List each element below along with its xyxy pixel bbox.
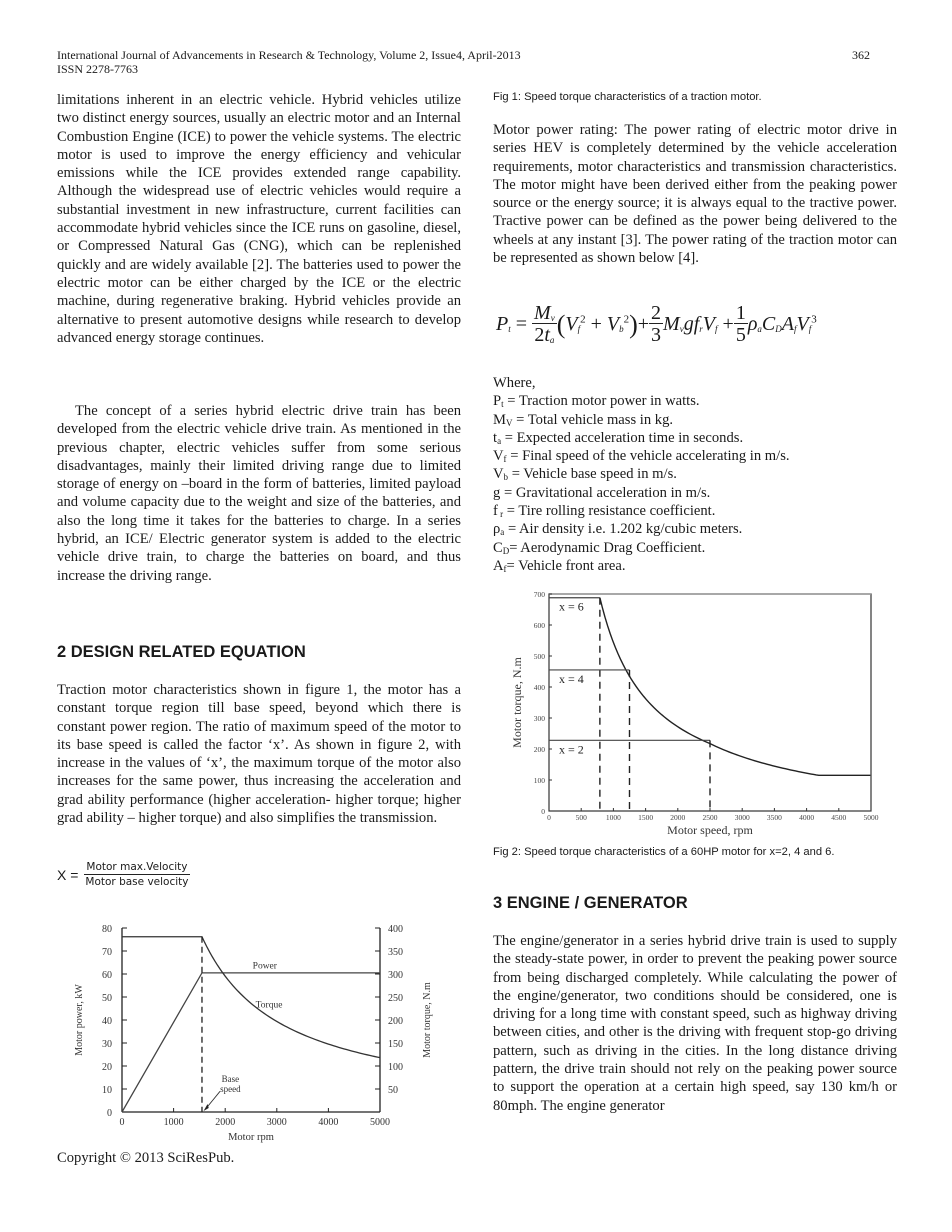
x-tick-label: 1000	[605, 813, 621, 822]
definition-subscript: a	[500, 527, 505, 538]
definition-subscript: r	[497, 509, 504, 520]
y-tick-label: 700	[533, 590, 545, 599]
definition-subscript: V	[505, 417, 513, 428]
y-tick-label: 100	[533, 776, 545, 785]
x-tick-label: 1500	[638, 813, 654, 822]
y-tick-label: 600	[533, 621, 545, 630]
y-tick-label: 50	[102, 993, 112, 1004]
where-label: Where,	[493, 375, 536, 391]
y-axis-label: Motor power, kW	[74, 984, 85, 1056]
definition-symbol: f	[493, 503, 498, 520]
x-tick-label: 1000	[163, 1117, 184, 1128]
x-tick-label: 500	[575, 813, 587, 822]
right-column	[493, 121, 897, 267]
definition-text: = Traction motor power in watts.	[503, 393, 700, 410]
y2-tick-label: 250	[388, 993, 403, 1004]
left-column-2	[57, 402, 461, 585]
definition-item	[493, 447, 790, 465]
definition-item	[493, 392, 790, 410]
definition-symbol: ρ	[493, 521, 501, 538]
definition-symbol: V	[493, 448, 504, 465]
definition-subscript: f	[503, 454, 507, 465]
definition-symbol: t	[493, 429, 498, 446]
definition-item	[493, 557, 790, 575]
right-column-2	[493, 932, 897, 1115]
x-axis-label: Motor rpm	[228, 1132, 274, 1143]
y-tick-label: 40	[102, 1016, 112, 1027]
definition-text: = Air density i.e. 1.202 kg/cubic meters.	[504, 521, 743, 538]
x-tick-label: 4000	[318, 1117, 339, 1128]
annotation-base-speed-line: Base	[221, 1074, 240, 1085]
definition-text: = Vehicle front area.	[506, 557, 626, 574]
definition-subscript: a	[497, 435, 502, 446]
definition-subscript: b	[503, 472, 509, 483]
y-tick-label: 80	[102, 924, 112, 935]
paragraph-traction-characteristics: Traction motor characteristics shown in figure 1, the motor has a constant torque region till base speed, beyond which there is constant power region. The ratio of maximum speed of the motor to its base speed is called the factor ‘x’. As shown in figure 2, with increase in the values of ‘x’, the maximum torque of the motor also increases for the same power, thus increasing the acceleration and grad ability performance (higher acceleration- higher torque; higher grad ability – higher torque) and also simplifies the transmission.	[57, 682, 461, 827]
x-tick-label: 4000	[799, 813, 815, 822]
power-equation: $P_t$ = $\frac{M_v}{2t_a}$ ( $V_f^2 + V_b^2$ ) + $\frac{2}{3}$ $M_vgf_rV_f$ + $\frac{1}{5}$ $\rho_aC_DA_fV_f^3$	[496, 302, 817, 346]
fig1-chart	[60, 915, 450, 1145]
y-tick-label: 200	[533, 745, 545, 754]
definition-item	[493, 502, 790, 520]
x-formula-lhs: X =	[57, 867, 79, 883]
section-heading-design-equation: 2 DESIGN RELATED EQUATION	[57, 643, 306, 661]
issn: ISSN 2278-7763	[57, 62, 139, 76]
definition-text: = Expected acceleration time in seconds.	[501, 429, 744, 446]
y2-tick-label: 50	[388, 1085, 398, 1096]
fig2-chart	[500, 585, 890, 840]
y2-tick-label: 200	[388, 1016, 403, 1027]
paragraph-engine-generator: The engine/generator in a series hybrid drive train is used to supply the steady-state power, in order to prevent the peaking power source from being discharged completely. While calculating the power of the engine/generator, two conditions should be considered, one is driving for a long time with constant speed, such as highway driving between cities, and other is the driving with frequent stop-go driving pattern, such as driving in the cities. In the long distance driving pattern, the drive train should not rely on the peaking power source to support the operation at a certain high speed, say 130 km/h or 80mph. The engine generator	[493, 933, 897, 1114]
fig1-caption: Fig 1: Speed torque characteristics of a traction motor.	[493, 91, 762, 103]
y-tick-label: 500	[533, 652, 545, 661]
definition-symbol: C	[493, 539, 503, 556]
y2-tick-label: 350	[388, 947, 403, 958]
definition-symbol: A	[493, 557, 504, 574]
x-formula-numerator: Motor max.Velocity	[86, 861, 188, 873]
left-column	[57, 91, 461, 347]
definition-text: = Tire rolling resistance coefficient.	[503, 503, 716, 520]
paragraph-hybrid-vehicles: limitations inherent in an electric vehicle. Hybrid vehicles utilize two distinct energy sources, usually an electric motor and an Internal Combustion Engine (ICE) to power the vehicle systems. The electric motor is used to improve the energy efficiency and vehicular emissions while the ICE provides extended range capability. Although the widespread use of electric vehicles would require a substantial investment in new infrastructure, current facilities can accommodate hybrid vehicles since the ICE runs on gasoline, diesel, or Compressed Natural Gas (CNG), which can be replenished quickly and are widely available [2]. The batteries used to power the electric motor can be either charged by the ICE or the electric machine, during regenerative braking. Hybrid vehicles provide an alternative to present automotive designs while research to develop advanced energy storage continues.	[57, 92, 461, 346]
definition-item	[493, 484, 790, 502]
annotation-base-speed-line: speed	[220, 1084, 241, 1095]
definition-subscript: t	[501, 399, 504, 410]
definition-symbol: M	[493, 411, 506, 428]
y-tick-label: 60	[102, 970, 112, 981]
definition-item	[493, 411, 790, 429]
x-tick-label: 0	[119, 1117, 125, 1128]
x-tick-label: 5000	[370, 1117, 390, 1128]
y-axis-label: Motor torque, N.m	[510, 657, 524, 748]
copyright: Copyright © 2013 SciResPub.	[57, 1150, 235, 1166]
y2-axis-label: Motor torque, N.m	[422, 982, 433, 1058]
y2-tick-label: 100	[388, 1062, 403, 1073]
x-tick-label: 3000	[266, 1117, 287, 1128]
series-label: x = 4	[559, 671, 584, 686]
x-formula-denominator: Motor base velocity	[85, 876, 189, 888]
y-tick-label: 0	[107, 1108, 112, 1119]
x-factor-formula	[57, 860, 190, 890]
series-label: x = 2	[559, 742, 584, 757]
x-tick-label: 3000	[734, 813, 750, 822]
definition-item	[493, 465, 790, 483]
definition-symbol: g	[493, 484, 501, 501]
y2-tick-label: 150	[388, 1039, 403, 1050]
definition-text: = Final speed of the vehicle accelerating in m/s.	[506, 448, 790, 465]
definition-item	[493, 520, 790, 538]
x-tick-label: 4500	[831, 813, 847, 822]
annotation-power: Power	[252, 961, 277, 972]
left-column-3	[57, 681, 461, 827]
x-tick-label: 2000	[215, 1117, 236, 1128]
x-axis-label: Motor speed, rpm	[667, 823, 753, 837]
y-tick-label: 0	[541, 807, 545, 816]
y-tick-label: 400	[533, 683, 545, 692]
definition-item	[493, 539, 790, 557]
series-line-torque	[122, 937, 380, 1058]
annotation-base-speed	[220, 1074, 241, 1094]
page-number: 362	[852, 48, 870, 62]
x-tick-label: 3500	[766, 813, 782, 822]
annotation-torque: Torque	[255, 1000, 283, 1011]
y-tick-label: 30	[102, 1039, 112, 1050]
y-tick-label: 300	[533, 714, 545, 723]
definitions-list	[493, 374, 790, 575]
journal-header: International Journal of Advancements in Research & Technology, Volume 2, Issue4, April-2013	[57, 48, 521, 62]
x-tick-label: 2500	[702, 813, 718, 822]
y-tick-label: 70	[102, 947, 112, 958]
y-tick-label: 10	[102, 1085, 112, 1096]
definition-text: = Gravitational acceleration in m/s.	[500, 484, 711, 501]
x-formula-fraction	[84, 860, 189, 890]
definition-text: = Vehicle base speed in m/s.	[508, 466, 677, 483]
definition-symbol: P	[493, 393, 502, 410]
x-tick-label: 2000	[670, 813, 686, 822]
constant-power-curve	[600, 598, 870, 776]
y2-tick-label: 300	[388, 970, 403, 981]
section-heading-engine-generator: 3 ENGINE / GENERATOR	[493, 894, 688, 912]
x-tick-label: 5000	[863, 813, 879, 822]
series-label: x = 6	[559, 599, 584, 614]
fig2-caption: Fig 2: Speed torque characteristics of a 60HP motor for x=2, 4 and 6.	[493, 846, 835, 858]
paragraph-motor-power-rating: Motor power rating: The power rating of electric motor drive in series HEV is completely determined by the vehicle acceleration requirements, motor characteristics and transmission characteristics. The motor might have been derived either from the peaking power source or the energy source; it is always equal to the tractive power. Tractive power can be defined as the power being delivered to the wheels at any instant [3]. The power rating of the traction motor can be represented as shown below [4].	[493, 122, 897, 267]
y2-tick-label: 400	[388, 924, 403, 935]
definition-text: = Total vehicle mass in kg.	[512, 411, 674, 428]
series-line-power	[122, 973, 380, 1112]
definition-subscript: f	[503, 563, 507, 574]
definition-subscript: D	[502, 545, 510, 556]
definition-symbol: V	[493, 466, 504, 483]
paragraph-series-hybrid: The concept of a series hybrid electric drive train has been developed from the electric vehicle drive train. As mentioned in the previous chapter, electric vehicles suffer from some serious disadvantages, mainly their limited driving range due to limited storage of energy on –board in the form of batteries, limited payload and volume capacity due to the weight and size of the batteries, and also the long time it takes for the batteries to charge. In a series hybrid, an ICE/ Electric generator system is added to the electric vehicle drive train, to charge the batteries on board, and thus increase the driving range.	[57, 403, 461, 584]
x-tick-label: 0	[547, 813, 551, 822]
base-speed-arrowhead	[204, 1104, 209, 1111]
definition-item	[493, 429, 790, 447]
definition-text: = Aerodynamic Drag Coefficient.	[509, 539, 706, 556]
y-tick-label: 20	[102, 1062, 112, 1073]
